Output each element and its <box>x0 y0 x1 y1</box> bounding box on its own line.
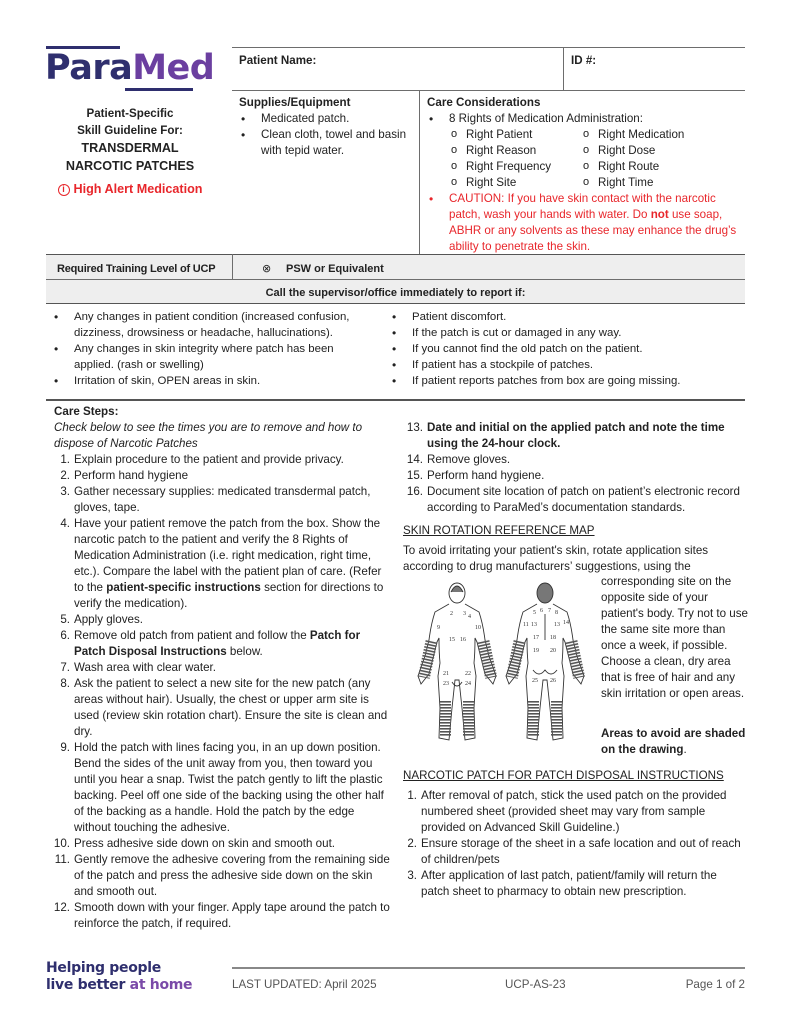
info-circle-icon: i <box>58 184 70 196</box>
care-step: 8. Ask the patient to select a new site for the new patch (any areas without hair). Usually, the chest or upper arm site is used (review skin rotation chart). Ensure the site is clean and dry. <box>60 677 388 738</box>
table-border <box>563 47 564 90</box>
care-steps-title: Care Steps: <box>54 405 119 418</box>
disposal-step: 3. After application of last patch, patient/family will return the patch sheet to pharmacy to obtain new prescription. <box>407 869 717 898</box>
svg-text:2: 2 <box>450 611 453 617</box>
footer-tagline: Helping people live better at home <box>46 960 193 993</box>
care-step: 4. Have your patient remove the patch from the box. Show the narcotic patch to the patient and verify the 8 Rights of Medication Administration (i.e. right medication, right time, etc.). Compare the label with the patient plan of care. (Refer to the patient-specific instructions section for directions to verify the medication). <box>60 517 384 610</box>
table-border <box>46 279 745 280</box>
circled-x-icon: ⊗ <box>262 263 272 275</box>
care-step: 7. Wash area with clear water. <box>60 661 216 674</box>
right-item: o Right Patient <box>449 127 581 143</box>
care-step: 11. Gently remove the adhesive covering from the remaining side of the patch and press the adhesive side down on the skin and smooth out. <box>54 853 390 898</box>
care-step: 15. Perform hand hygiene. <box>406 469 545 482</box>
care-considerations-title: Care Considerations <box>427 96 541 109</box>
care-step: 5. Apply gloves. <box>60 613 143 626</box>
rights-intro: • 8 Rights of Medication Administration: <box>427 111 745 127</box>
skin-map-note: Areas to avoid are shaded on the drawing. <box>601 727 746 756</box>
svg-text:11: 11 <box>523 622 529 628</box>
skin-map-title: SKIN ROTATION REFERENCE MAP <box>403 524 595 537</box>
last-updated: LAST UPDATED: April 2025 <box>232 978 377 991</box>
svg-text:16: 16 <box>460 637 466 643</box>
supply-item: • Medicated patch. <box>239 111 415 127</box>
report-item: • Any changes in patient condition (increased confusion, dizziness, drowsiness or headache, hallucinations). <box>52 309 372 341</box>
disposal-section <box>403 788 748 900</box>
training-value: PSW or Equivalent <box>286 263 384 275</box>
care-step: 9. Hold the patch with lines facing you, in an up down position. Bend the sides of the unit away from you, then toward you until you hear a snap. Twist the patch gently to lift the plastic backing. Peel off one side of the backing using the other half of the backing as a handle. Hold the patch by the edge without touching the adhesive. <box>60 741 384 834</box>
id-field[interactable] <box>605 53 740 83</box>
svg-text:9: 9 <box>437 625 440 631</box>
table-border <box>232 90 745 91</box>
report-item: • If patient reports patches from box are going missing. <box>390 373 745 389</box>
report-list-right <box>390 309 745 389</box>
document-code: UCP-AS-23 <box>505 978 566 991</box>
training-label: Required Training Level of UCP <box>57 263 216 275</box>
care-step: 1. Explain procedure to the patient and provide privacy. <box>60 453 344 466</box>
right-item: o Right Reason <box>449 143 581 159</box>
id-label: ID #: <box>571 54 597 67</box>
svg-text:13: 13 <box>531 622 537 628</box>
skin-rotation-body-diagram <box>405 578 595 743</box>
right-item: o Right Site <box>449 175 581 191</box>
care-step: 3. Gather necessary supplies: medicated transdermal patch, gloves, tape. <box>60 485 371 514</box>
svg-text:24: 24 <box>465 681 471 687</box>
svg-text:13: 13 <box>554 622 560 628</box>
svg-text:4: 4 <box>468 614 471 620</box>
care-step: 13. Date and initial on the applied patch and note the time using the 24-hour clock. <box>406 421 725 450</box>
svg-text:14: 14 <box>563 620 569 626</box>
report-list-left <box>52 309 372 389</box>
care-step: 10. Press adhesive side down on skin and smooth out. <box>53 837 336 850</box>
care-step: 12. Smooth down with your finger. Apply tape around the patch to reinforce the patch, if required. <box>53 901 390 930</box>
svg-text:19: 19 <box>533 648 539 654</box>
svg-text:17: 17 <box>533 635 539 641</box>
care-steps-section <box>54 404 394 932</box>
care-step: 2. Perform hand hygiene <box>60 469 189 482</box>
svg-text:6: 6 <box>540 608 543 614</box>
care-considerations-section <box>427 95 745 255</box>
care-steps-intro: Check below to see the times you are to remove and how to dispose of Narcotic Patches <box>54 421 363 450</box>
report-item: • If you cannot find the old patch on the patient. <box>390 341 745 357</box>
table-border <box>419 90 420 254</box>
patient-name-label: Patient Name: <box>239 54 317 67</box>
paramed-logo <box>45 46 215 92</box>
care-step: 14. Remove gloves. <box>406 453 511 466</box>
supplies-title: Supplies/Equipment <box>239 96 351 109</box>
supply-item: • Clean cloth, towel and basin with tepid water. <box>239 127 415 159</box>
disposal-title: NARCOTIC PATCH FOR PATCH DISPOSAL INSTRUCTIONS <box>403 769 724 782</box>
table-border <box>46 254 745 255</box>
right-item: o Right Frequency <box>449 159 581 175</box>
care-step: 16. Document site location of patch on patient’s electronic record according to ParaMed’s documentation standards. <box>406 485 740 514</box>
guideline-title: Patient-Specific Skill Guideline For: TRANSDERMAL NARCOTIC PATCHES <box>65 107 195 173</box>
table-border <box>46 399 745 401</box>
svg-text:7: 7 <box>548 608 551 614</box>
report-title: Call the supervisor/office immediately to report if: <box>265 287 526 299</box>
logo-bar-bottom <box>125 88 193 91</box>
disposal-step: 2. Ensure storage of the sheet in a safe location and out of reach of children/pets <box>407 837 741 866</box>
report-item: • Any changes in skin integrity where patch has been applied. (rash or swelling) <box>52 341 372 373</box>
footer-rule <box>232 967 745 969</box>
report-item: • Irritation of skin, OPEN areas in skin. <box>52 373 372 389</box>
logo-wordmark: ParaMed <box>45 48 215 88</box>
svg-text:26: 26 <box>550 678 556 684</box>
skin-map-intro: To avoid irritating your patient's skin, rotate application sites according to drug manufacturers’ suggestions, using the <box>403 544 709 573</box>
right-item: o Right Medication <box>581 127 731 143</box>
report-item: • If the patch is cut or damaged in any way. <box>390 325 745 341</box>
supplies-section <box>239 95 415 159</box>
svg-text:10: 10 <box>475 625 481 631</box>
svg-text:22: 22 <box>465 671 471 677</box>
svg-text:21: 21 <box>443 671 449 677</box>
high-alert-label: i High Alert Medication <box>40 181 220 197</box>
care-steps-continued <box>403 420 748 516</box>
svg-text:25: 25 <box>532 678 538 684</box>
table-border <box>46 303 745 304</box>
caution-text: • CAUTION: If you have skin contact with the narcotic patch, wash your hands with water. Do not use soap, ABHR or any solvents as these may enhance the drug’s ability to penetrate the skin. <box>427 191 745 255</box>
disposal-step: 1. After removal of patch, stick the used patch on the provided numbered sheet (provided sheet may vary from sample provided on Advanced Skill Guideline.) <box>407 789 727 834</box>
svg-text:3: 3 <box>463 611 466 617</box>
svg-text:8: 8 <box>555 610 558 616</box>
table-border <box>232 47 745 48</box>
right-item: o Right Dose <box>581 143 731 159</box>
care-step: 6. Remove old patch from patient and follow the Patch for Patch Disposal Instructions below. <box>60 629 361 658</box>
page-number: Page 1 of 2 <box>685 978 745 991</box>
back-site-numbers <box>523 608 569 684</box>
patient-name-field[interactable] <box>330 53 555 83</box>
report-item: • If patient has a stockpile of patches. <box>390 357 745 373</box>
svg-text:15: 15 <box>449 637 455 643</box>
svg-text:5: 5 <box>533 610 536 616</box>
svg-text:20: 20 <box>550 648 556 654</box>
right-item: o Right Time <box>581 175 731 191</box>
svg-text:18: 18 <box>550 635 556 641</box>
report-item: • Patient discomfort. <box>390 309 745 325</box>
right-item: o Right Route <box>581 159 731 175</box>
rights-list <box>427 127 745 191</box>
svg-text:23: 23 <box>443 681 449 687</box>
skin-map-side-text: corresponding site on the opposite side of your patient's body. Try not to use the same site more than once a week, if possible. Choose a clean, dry area that is free of hair and any skin irritation or open areas. <box>601 575 749 700</box>
table-border <box>232 254 233 279</box>
